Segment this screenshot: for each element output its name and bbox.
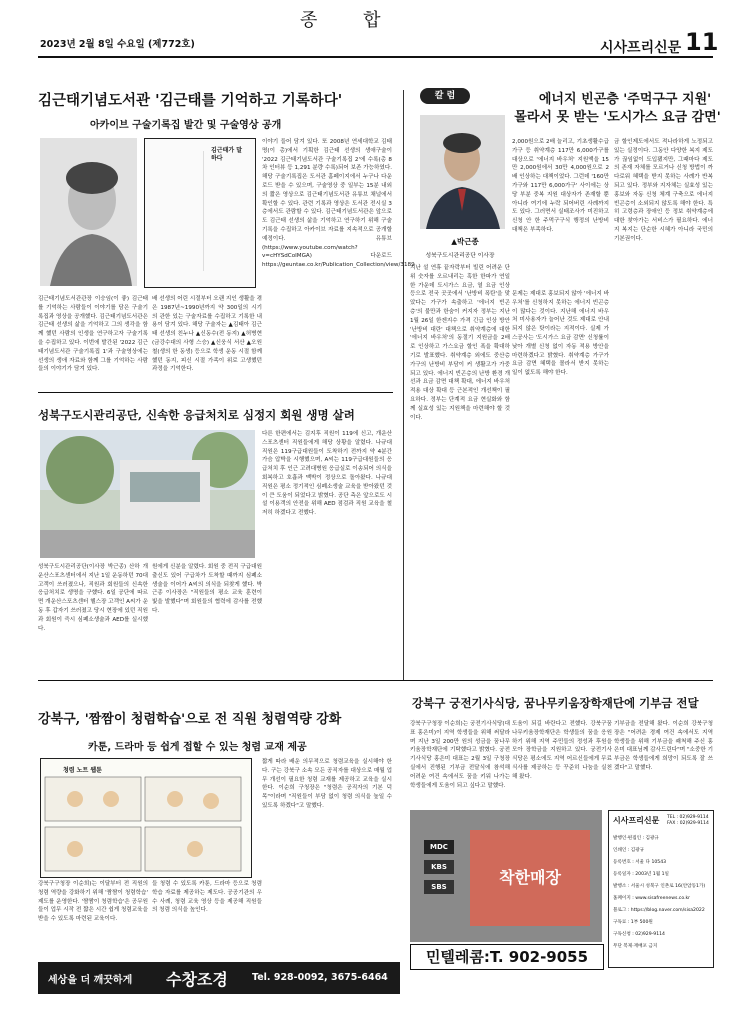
article4-caption: 강북구구청장 이순희)는 이달부터 전 직원의 청렴 역량을 강화하기 위해 '짬짬이 청렴학습' 제도를 운영한다. '짬짬이 청렴학습'은 공무원들이 업무 시작 전 짧은 시간 쉽게 청렴교육을 받을 수 있도록 마련된 교육이다.	[38, 881, 148, 923]
cartoon-image	[40, 758, 252, 878]
article1-caption: 김근태기념도서관관장 이승임(이 좋) 김근태를 기억하는 사람들이 이야기를 담은 구술기록집과 영상을 공개했다. 김근태기념도서관은 김근태 선생의 삶을 기억하고 그의 생각을 함께 했던 사람의 인생을 연구하고자 구술기록을 수집하고 있다. 이번에 발간된 '2022 김근태기념도서관 구술기록집 1'과 구술영상에는 선생의 생애 자료와 함께 그를 기억하는 사람들의 이야기가 담겨 있다.	[38, 296, 148, 373]
sign-mdc: MDC	[424, 840, 454, 854]
landscaping-ad	[38, 962, 400, 994]
article2-body-col3: 다른 한편에서는 김지후 직원이 119에 신고, 개운산스포츠센터 직원들에게 해당 상황을 알렸다. 나규대 직원은 119구급대원들이 도착하기 전까지 약 4분간 가슴 압박을 시행했으며, A씨는 119구급대원들의 응급처치 후 인근 고려대병원 응급실로 이송되어 의식을 회복하고 호흡과 맥박이 정상으로 돌아왔다. 나규대 직원은 평소 정기적인 심폐소생술 교육을 받아왔던 것이 큰 도움이 되었다고 밝혔다. 공단 측은 앞으로도 시설 이용객의 안전을 위해 AED 점검과 직원 교육을 철저히 하겠다고 전했다.	[262, 431, 392, 517]
shop-banner: 착한매장	[470, 830, 590, 926]
book-title: 김근태가 말하다	[211, 147, 243, 162]
ad-slogan: 세상을 더 깨끗하게	[48, 975, 133, 986]
info-line: 구독료 : 1부 500원	[613, 920, 653, 925]
info-line: 홈페이지 : www.sisafreenews.co.kr	[613, 896, 691, 901]
book-cover	[144, 138, 256, 288]
article1-body-col2: 배 선생의 어린 시절부터 오랜 지인 생활을 겪은 1987년~1990년까지 약 300일의 시기의 관한 있는 구술자료를 수집하고 기록한 내용이 담겨 있다. 해당 구술자는 ▲김태아 김근태 선생의 친누나 ▲신동수(전 동지) ▲허병현(금강수대의 사형 스승) ▲신웅식 서산 ▲오원철(생의 한 동생) 등으로 학생 운동 시절 함께했던 동지, 피신 시절 가족이 위로 고생했던 과정을 기억한다.	[152, 296, 262, 373]
article4-body-col3: 짧게 따라 배운 의무적으로 청렴교육을 실시해야 한다. 구는 강북구 소속 모든 공직자를 대상으로 매월 업무 개선이 필요한 청렴 교재를 제공하고 교육을 실시한다. 이순희 구청장은 "청렴은 공직자의 기본 덕목"이라며 "직원들이 부담 없이 청렴 의식을 높일 수 있도록 하겠다"고 말했다.	[262, 759, 392, 809]
article5-body-col1: 강북구구청장 이순희)는 궁전기사식당(대표 홍은미)이 지역 학생들을 위해 써달라며 지난 3일 200만 원의 성금을 꿈나무키움장학재단에 기탁했다고 밝혔다. 궁전기사식당 홍은미 대표는 2월 3일 구청장실에서 진행된 기부금 전달식에 참석해 어려운 여건 속에서도 꿈을 키워 나가는 학생들에게 도움이 되고 싶다고 말했다.	[410, 721, 510, 789]
divider	[38, 392, 393, 393]
article3-body-col1: 2,000원으로 2배 늘리고, 기초생활수급가구 등 취약계층 117만 6,000가구를 대상으로 '에너지 바우처' 지원액을 15만 2,000원에서 30만 4,000원으로 2배 인상하는 대책이었다. 그런데 '160만 가구와 117만 6,000가구' 사이에는 상당 부분 중복 지원 대상자가 존재할 뿐 아니라 여기에 누락 되어버린 사례까지도 있다. 그러면서 실태조사가 미진하고 신청 안 한 주먹구구식 행정의 난방비 대책은 부족하다.	[512, 139, 609, 233]
info-lines	[613, 833, 709, 953]
column-divider	[403, 90, 404, 680]
sports-center-photo	[40, 430, 255, 558]
article4-body-col2: 들 청렴 수 있도록 카툰, 드라마 등으로 청렴 학습 자료를 제공하는 제도다. 공공기관의 우수 사례, 청렴 교육 영상 등을 제공해 직원들의 청렴 의식을 높인다.	[152, 881, 262, 914]
article1-subheadline: 아카이브 구술기록집 발간 및 구술영상 공개	[90, 120, 282, 131]
info-line: 인쇄인 : 김광규	[613, 848, 645, 853]
header-rule	[38, 56, 713, 58]
info-line: 구독신청 : 02)929-9114	[613, 932, 665, 937]
article2-headline: 성북구도시관리공단, 신속한 응급처치로 심정지 회원 생명 살려	[38, 408, 355, 422]
article3-body-col2: 문제는 제대로 홍보되지 않아 '에너지 바우처'를 신청하지 못하는 에너지 빈곤층이 많다는 것이다. 지난해 에너지 바우처 미사용자가 늘어난 것도 제대로 안내되지 않은 탓이라는 지적이다. 실제 가스공사는 '도시가스 요금 감면' 신청률이 낮아 개별 신청 없이 자동 적용 방안을 마련하겠다고 밝혔다. 취약계층 가구가 요금 감면 혜택을 몰라서 받지 못하는 일이 없도록 해야 한다.	[512, 291, 609, 377]
article3-body-col3: 금 할인제도에서도 적나라하게 노정되고 있는 실정이다. 그동안 다양한 복지 제도가 끊임없이 도입됐지만, 그때마다 제도의 존재 자체를 모르거나 신청 방법이 까다로워 혜택을 받지 못하는 사례가 반복되고 있다. 정부와 지자체는 실효성 있는 홍보와 자동 신청 체계 구축으로 에너지 빈곤층이 소외되지 않도록 해야 한다. 특히 고령층과 장애인 등 정보 취약계층에 대한 찾아가는 서비스가 필요하다. 에너지 복지는 단순한 시혜가 아니라 국민의 기본권이다.	[614, 139, 713, 242]
publisher-info-box	[608, 810, 714, 968]
article4-headline: 강북구, '짬짬이 청렴학습'으로 전 직원 청렴역량 강화	[38, 712, 342, 727]
telecom-shop-photo	[410, 810, 602, 942]
info-fax: FAX : 02)929-9114	[667, 821, 709, 826]
article2-caption: 성북구도시관리공단(이사장 박근종) 산하 개운산스포츠센터에서 지난 1일 운동하던 70대 고객이 쓰러졌으나, 직원과 회원들의 신속한 응급처치로 생명을 구했다. 6일 공단에 따르면 개운산스포츠센터 헬스장 고객인 A씨가 운동 후 갑자기 쓰러졌고 당시 현장에 있던 직원과 회원이 즉시 심폐소생술과 AED를 실시했다.	[38, 564, 148, 632]
ad-company: 수창조경	[166, 970, 228, 989]
sign-kbs: KBS	[424, 860, 454, 874]
article3-headline-1: 에너지 빈곤층 '주먹구구 지원'	[538, 92, 712, 107]
info-line: 블로그 : https://blog.naver.com/sisa2022	[613, 908, 705, 913]
cartoon-panels	[45, 777, 245, 873]
telecom-ad-text: 민텔레콤:T. 902-9055	[410, 944, 604, 970]
issue-date: 2023년 2월 8일 수요일 (제772호)	[40, 39, 195, 50]
columnist-name: ▲박근종	[451, 237, 479, 246]
page-number: 11	[685, 28, 719, 56]
info-line: 등록일자 : 2003년 1월 1일	[613, 872, 669, 877]
article1-body-col3: 이야기 들어 담겨 있다. 또 2008년 연세대학교 김태명(이 총)에서 기획한 김근태 선생의 생애구술이 '2022 김근태기념도서관 구술기록집 2'에 수록(총 8차 인터뷰 등 1,291 분량 수록)되어 보존 가능하였다. 해당 구술기록집은 도서관 홈페이지에서 누구나 다운로드 받을 수 있으며, 구술영상 중 일부는 15분 내외의 짧은 영상으로 김근태기념도서관 유튜브 채널에서 확인할 수 있다. 관련 기록과 영상은 도서관 전시실 3층에서도 관람할 수 있다. 김근태기념도서관은 앞으로도 김근태 선생의 삶을 기억하고 연구하기 위해 구술기록을 수집하고 아카이브 자료를 지속적으로 공개할 예정이다. 유튜브 (https://www.youtube.com/watch?v=cHYSdCoIMGA) 다운로드 https://geuntae.co.kr/Publication_Collection/view/3189	[262, 139, 415, 269]
column-body: 지난 설 연휴 끝자락부터 빌린 어려운 단위 숫자를 오르내리는 혹한 한파가 연일한 가운데 도시가스 요금, 열 요금 인상 등으로 전국 곳곳에서 '난방비 폭탄'을 맞았다는 가구가 속출하고 '에너지 빈곤층'의 불만과 한숨이 커지자 정부는 지난 1월 26일 한겐지수 가격 긴급 인상 방안 '난방비 대란' 대책으로 취약계층에 대한 '에너지 바우처'의 동절기 지원금을 2배로 인상하고 가스요금 할인 폭을 확대하기로 발표했다. 취약계층 외에도 중산층 가구의 난방비 부담이 커 생활고가 가중되고 있다. 에너지 빈곤층의 난방 환경 개선과 요금 감면 대책 확대, 에너지 바우처 적용 대상 확대 등 근본적인 개선책이 필요하다. 정부는 단계적 요금 현실화와 함께 실효성 있는 지원책을 마련해야 할 것이다.	[410, 265, 510, 421]
article1-headline: 김근태기념도서관 '김근태를 기억하고 기록하다'	[38, 92, 343, 109]
column-label: 칼 럼	[420, 88, 470, 104]
divider	[38, 680, 713, 681]
info-tel: TEL : 02)929-9114	[667, 815, 709, 820]
kimgeuntae-portrait	[40, 138, 137, 286]
info-line: 등록번호 : 서울 다 10543	[613, 860, 667, 865]
page-header	[0, 0, 743, 60]
article5-body-col3: 기부금을 전달해 왔다. 이순희 강북구청장은 "어려운 경제 여건 속에서도 지역 학생들을 위해 기부금을 쾌척해 주신 홍은미 대표님께 감사드린다"며 "소중한 기부금은 학생들에게 희망이 되도록 잘 쓰겠다"고 말했다.	[614, 721, 713, 771]
info-paper-name: 시사프리신문	[613, 816, 660, 825]
sign-sbs: SBS	[424, 880, 454, 894]
columnist-photo	[420, 115, 505, 229]
info-line: 무단 복제·재배포 금지	[613, 944, 658, 949]
ad-phone: Tel. 928-0092, 3675-6464	[252, 972, 388, 983]
columnist-title: 성북구도시관리공단 이사장	[425, 253, 495, 259]
article4-subheadline: 카툰, 드라마 등 쉽게 접할 수 있는 청렴 교재 제공	[88, 742, 307, 753]
paper-name: 시사프리신문	[600, 40, 682, 56]
info-line: 발행인·편집인 : 김광규	[613, 836, 659, 841]
article5-headline: 강북구 궁전기사식당, 꿈나무키움장학재단에 기부금 전달	[412, 696, 699, 710]
article2-body-col2: 원에게 신분을 알렸다. 회원 중 전직 구급대원 출신도 있어 구급차가 도착할 때까지 심폐소생술을 이어가 A씨의 의식을 되찾게 했다. 박근종 이사장은 "직원들의 평소 교육 훈련이 빛을 발했다"며 회원들의 협력에 감사를 전했다.	[152, 564, 262, 614]
cartoon-title: 청렴 노트 웹툰	[63, 767, 102, 774]
section-title: 종 합	[300, 10, 401, 31]
article3-headline-2: 몰라서 못 받는 '도시가스 요금 감면'	[514, 110, 721, 125]
info-line: 발행소 : 서울시 성북구 인촌로 16(안암동1가)	[613, 884, 706, 889]
book-page-lines	[153, 151, 204, 271]
article5-body-col2: 도움이 되길 바란다고 전했다. 강북구꿈나무키움장학재단은 학생들의 꿈을 응원하기 위해 지역 주민들의 정성과 후원을 모아 장학금을 지원하고 있다. 궁전기사식당은 평소에도 지역 어르신들에게 무료 식사를 제공하는 등 꾸준히 나눔을 실천해 왔다.	[512, 721, 612, 780]
